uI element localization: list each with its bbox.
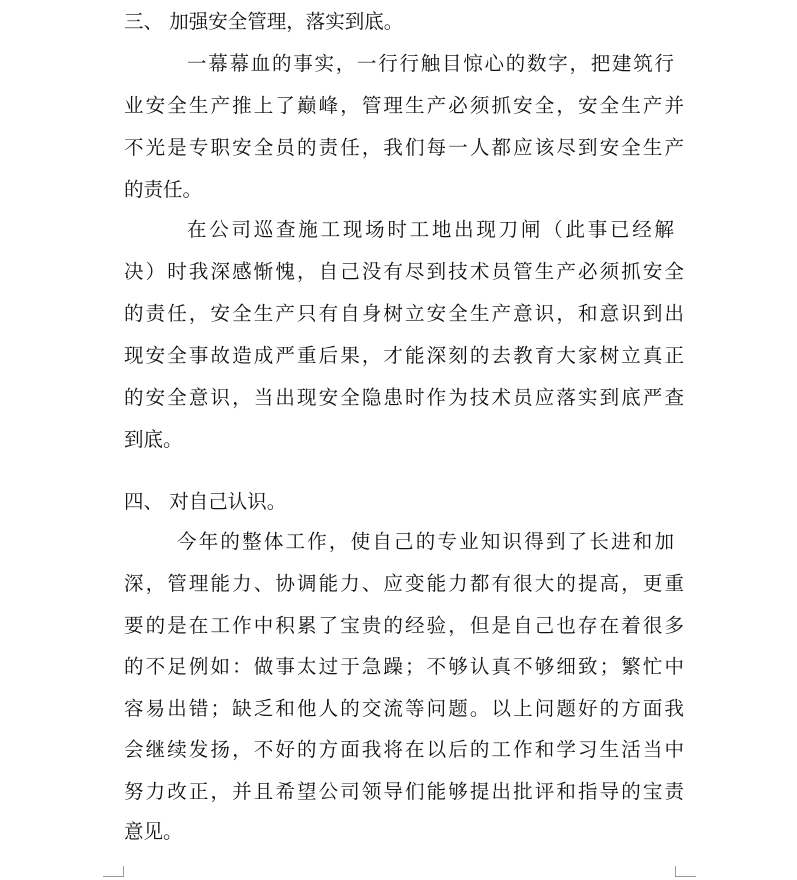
paragraph-line: 会继续发扬，不好的方面我将在以后的工作和学习生活当中 <box>124 738 684 761</box>
paragraph-line: 的责任。 <box>124 178 203 201</box>
paragraph-line: 现安全事故造成严重后果，才能深刻的去教育大家树立真正 <box>124 344 684 367</box>
paragraph-line: 业安全生产推上了巅峰，管理生产必须抓安全，安全生产并 <box>124 94 684 117</box>
paragraph-line: 今年的整体工作，使自己的专业知识得到了长进和加 <box>177 530 674 553</box>
page-corner-mark-right <box>675 866 696 877</box>
paragraph-line: 努力改正，并且希望公司领导们能够提出批评和指导的宝责 <box>124 780 684 803</box>
paragraph-line: 到底。 <box>124 428 183 451</box>
paragraph-line: 在公司巡查施工现场时工地出现刀闸（此事已经解 <box>187 218 674 241</box>
paragraph-line: 要的是在工作中积累了宝贵的经验，但是自己也存在着很多 <box>124 614 684 637</box>
page-corner-mark-left <box>103 866 124 877</box>
paragraph-line: 决）时我深感惭愧，自己没有尽到技术员管生产必须抓安全 <box>124 260 684 283</box>
paragraph-line: 的安全意识，当出现安全隐患时作为技术员应落实到底严查 <box>124 386 684 409</box>
paragraph-line: 的不足例如：做事太过于急躁；不够认真不够细致；繁忙中 <box>124 655 684 678</box>
paragraph-line: 一幕幕血的事实，一行行触目惊心的数字，把建筑行 <box>187 52 674 75</box>
paragraph-line: 容易出错；缺乏和他人的交流等问题。以上问题好的方面我 <box>124 697 684 720</box>
paragraph-line: 的责任，安全生产只有自身树立安全生产意识，和意识到出 <box>124 302 684 325</box>
paragraph-line: 深，管理能力、协调能力、应变能力都有很大的提高，更重 <box>124 572 684 595</box>
section-heading: 三、 加强安全管理，落实到底。 <box>124 10 404 33</box>
paragraph-line: 意见。 <box>124 820 183 843</box>
section-heading: 四、 对自己认识。 <box>124 490 287 513</box>
paragraph-line: 不光是专职安全员的责任，我们每一人都应该尽到安全生产 <box>124 136 684 159</box>
